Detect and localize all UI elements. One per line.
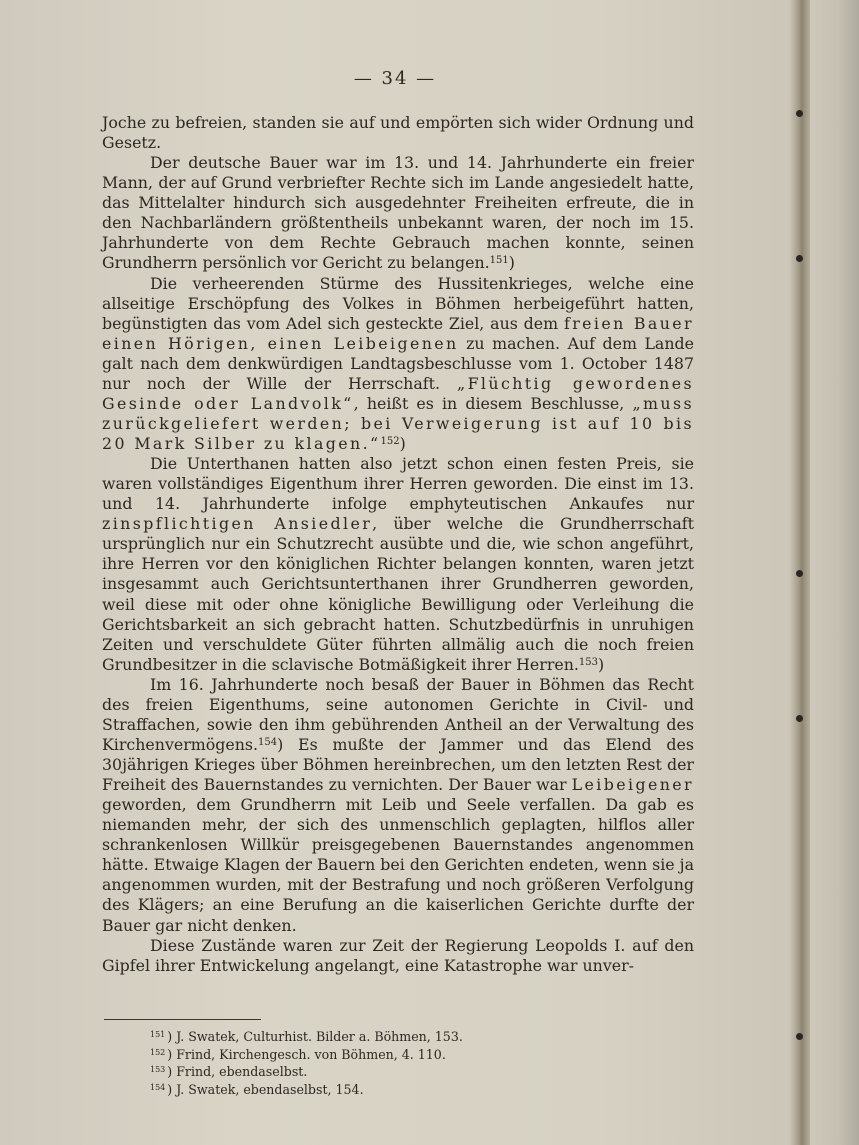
binding-stitch: [796, 110, 803, 117]
page-number: — 34 —: [353, 68, 437, 89]
footnote: [150, 1063, 670, 1081]
spaced-emphasis: zinspflichtigen Ansiedler: [102, 514, 373, 534]
text-run: Der deutsche Bauer war im 13. und 14. Jahrhunderte ein freier Mann, der auf Grund verbriefter Rechte sich im Lande angesiedelt hatte, das Mittelalter hindurch sich ausgedehnter Freiheiten erfreute, die in den Nachbarländern größtentheils unbekannt waren, der noch im 15. Jahrhunderte von dem Rechte Gebrauch machen konnte, seinen Grundherrn persönlich vor Gericht zu belangen.: [102, 153, 694, 273]
page-edge: [810, 0, 859, 1145]
footnote-ref: 151: [489, 255, 509, 267]
footnote-text: ) J. Swatek, ebendaselbst, 154.: [167, 1081, 364, 1097]
footnote-ref: 152: [380, 436, 400, 447]
text-run: Die verheerenden Stürme des Hussitenkrieges, welche eine allseitige Erschöpfung des Volkes in Böhmen herbeigeführt hatten, begünstigten das vom Adel sich gesteckte Ziel, aus dem: [102, 273, 694, 333]
footnotes: [150, 1028, 670, 1098]
text-run: ): [399, 434, 406, 453]
text-run: , heißt es in diesem Beschlusse,: [353, 393, 633, 413]
body-text: [102, 113, 694, 976]
text-run: ) Es mußte der Jammer und das Elend des 30jährigen Krieges über Böhmen hereinbrechen, um den letzten Rest der Freiheit des Bauernstandes zu vernichten. Der Bauer war: [102, 734, 694, 795]
text-run: ): [508, 253, 515, 273]
text-run: Die Unterthanen hatten also jetzt schon einen festen Preis, sie waren vollständiges Eigenthum ihrer Herren geworden. Die einst im 13. und 14. Jahrhunderte infolge emphyteutischen Ankaufes nur: [102, 454, 694, 514]
text-run: ): [598, 654, 605, 674]
paragraph: [102, 274, 694, 455]
binding-stitch: [796, 715, 803, 722]
binding-stitch: [796, 1033, 803, 1040]
binding-stitch: [796, 570, 803, 577]
footnote-number: 154: [150, 1082, 166, 1092]
paragraph: [102, 936, 694, 976]
spaced-emphasis: freien Bauer einen Hörigen, einen Leibeigenen: [102, 313, 694, 353]
text-run: Im 16. Jahrhunderte noch besaß der Bauer in Böhmen das Recht des freien Eigenthums, seine autonomen Gerichte in Civil- und Straffachen, sowie den ihm gebührenden Antheil an der Verwaltung des Kirchenvermögens.: [102, 674, 694, 754]
footnote-text: ) J. Swatek, Culturhist. Bilder a. Böhmen, 153.: [167, 1029, 463, 1044]
spaced-emphasis: „Flüchtig gewordenes Gesinde oder Landvolk“: [102, 373, 695, 413]
paragraph: [102, 153, 694, 273]
text-run: geworden, dem Grundherrn mit Leib und Seele verfallen. Da gab es niemanden mehr, der sich des unmenschlich geplagten, hilflos aller schrankenlosen Willkür preisgegebenen Bauernstandes angenommen hätte. Etwaige Klagen der Bauern bei den Gerichten endeten, wenn sie ja angenommen wurden, mit der Bestrafung und noch größeren Verfolgung des Klägers; an eine Berufung an die kaiserlichen Gerichte durfte der Bauer gar nicht denken.: [102, 795, 694, 935]
text-run: Diese Zustände waren zur Zeit der Regierung Leopolds I. auf den Gipfel ihrer Entwickelung angelangt, eine Katastrophe war unver-: [102, 935, 694, 975]
footnote: [150, 1046, 670, 1064]
footnote-text: ) Frind, ebendaselbst.: [167, 1064, 308, 1080]
footnote-ref: 154: [258, 736, 278, 748]
binding-stitch: [796, 255, 803, 262]
footnote-number: 151: [150, 1030, 166, 1039]
book-spine: [790, 0, 810, 1145]
footnote: [150, 1081, 670, 1099]
text-run: Joche zu befreien, standen sie auf und empörten sich wider Ordnung und Gesetz.: [102, 113, 694, 153]
paragraph: [102, 454, 694, 675]
spaced-emphasis: Leibeigener: [571, 775, 694, 795]
footnote-ref: 153: [578, 656, 599, 668]
footnote-number: 152: [150, 1047, 166, 1057]
text-run: zu machen. Auf dem Lande galt nach dem denkwürdigen Landtagsbeschlusse vom 1. October 1487 nur noch der Wille der Herrschaft.: [102, 333, 694, 393]
spaced-emphasis: „muss zurückgeliefert werden; bei Verweigerung ist auf 10 bis 20 Mark Silber zu klagen.“: [102, 393, 694, 453]
footnote-text: ) Frind, Kirchengesch. von Böhmen, 4. 110.: [167, 1046, 446, 1062]
footnote-rule: [104, 1019, 261, 1020]
paragraph: [102, 113, 694, 153]
footnote-number: 153: [150, 1065, 166, 1075]
footnote: [150, 1028, 670, 1046]
text-run: , über welche die Grundherrschaft ursprünglich nur ein Schutzrecht ausübte und die, wie schon angeführt, ihre Herren vor den königlichen Richter belangen konnten, waren jetzt insgesammt auch Gerichtsunterthanen ihrer Grundherren geworden, weil diese mit oder ohne königliche Bewilligung oder Verleihung die Gerichtsbarkeit an sich gebracht hatten. Schutzbedürfnis in unruhigen Zeiten und verschuldete Güter führten allmälig auch die noch freien Grundbesitzer in die sclavische Botmäßigkeit ihrer Herren.: [102, 514, 694, 674]
paragraph: [102, 675, 694, 936]
